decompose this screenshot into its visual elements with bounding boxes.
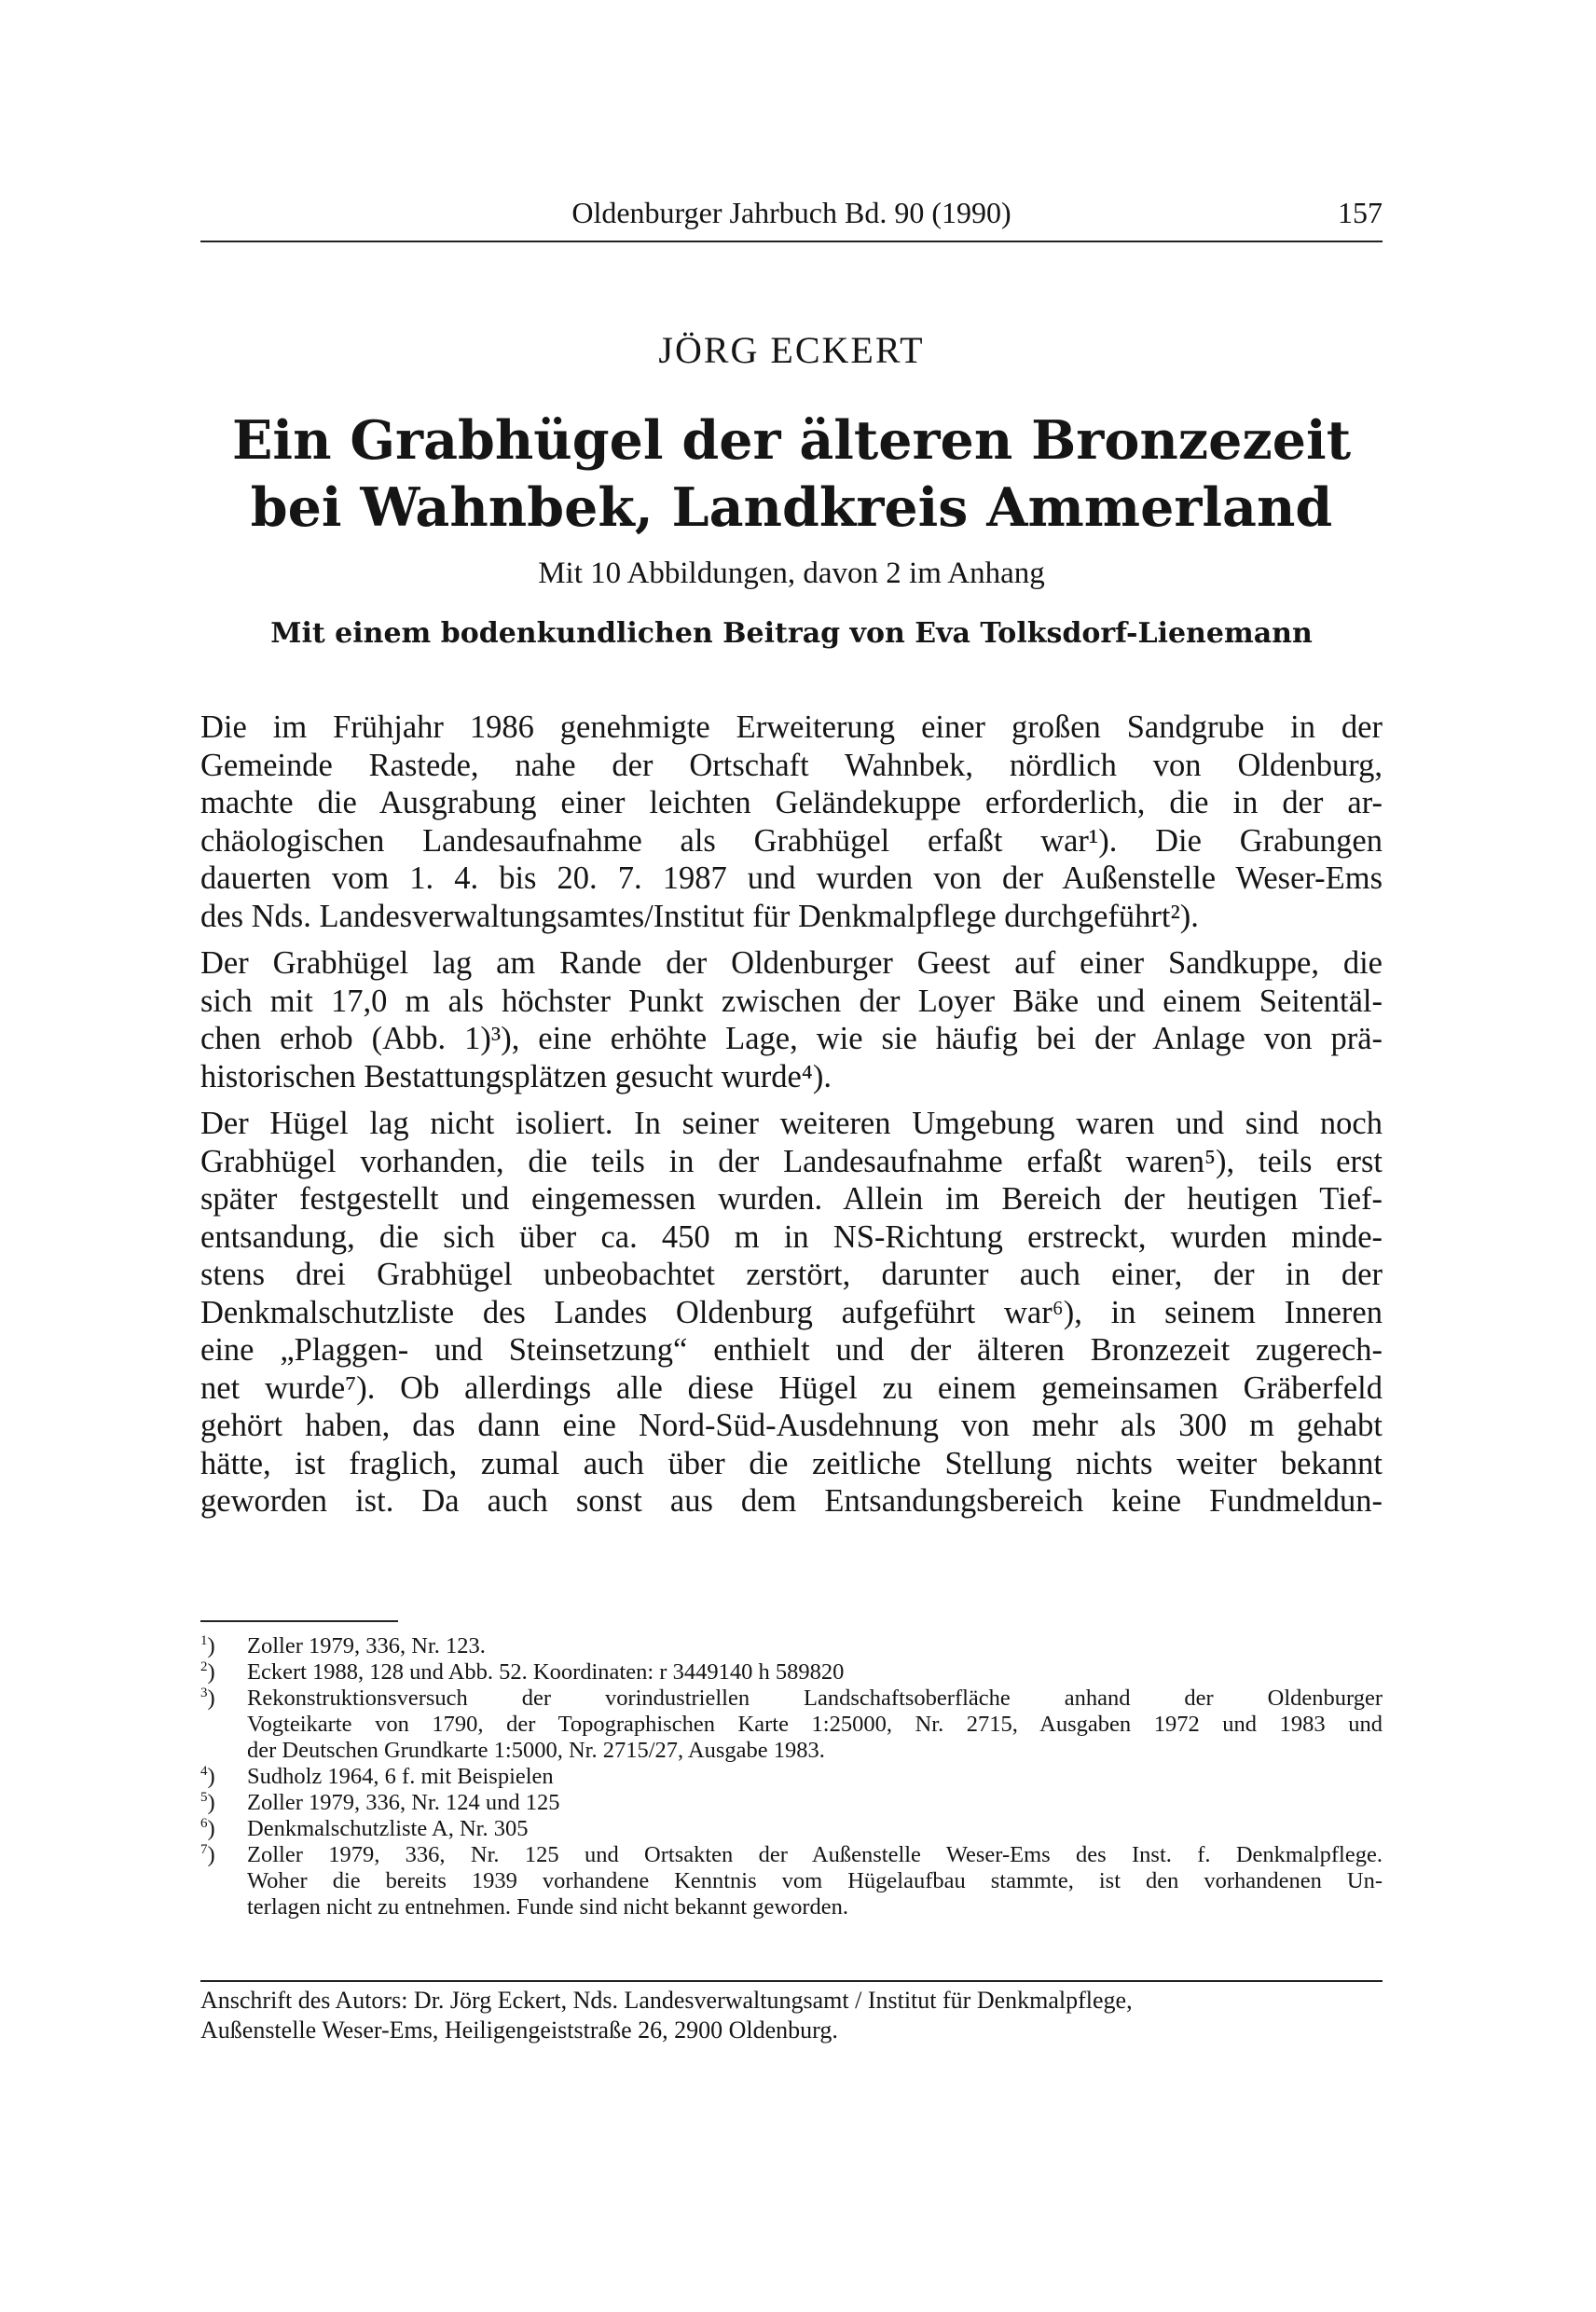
text-line: entsandung, die sich über ca. 450 m in NS-Richtung erstreckt, wurden minde- bbox=[200, 1218, 1383, 1255]
footnote-number: 6 bbox=[200, 1815, 208, 1831]
footnotes bbox=[200, 1633, 1383, 1920]
footnote-separator bbox=[200, 1620, 398, 1622]
text-line: Der Hügel lag nicht isoliert. In seiner weiteren Umgebung waren und sind noch bbox=[200, 1106, 1383, 1141]
footnote-number: 5 bbox=[200, 1789, 208, 1805]
text-line: gehört haben, das dann eine Nord-Süd-Ausdehnung von mehr als 300 m gehabt bbox=[200, 1408, 1383, 1443]
footnote-line: Zoller 1979, 336, Nr. 123. bbox=[247, 1633, 486, 1658]
footnote: $^5$) Zoller 1979, 336, Nr. 124 und 125 bbox=[200, 1790, 1383, 1816]
footnote-line: terlagen nicht zu entnehmen. Funde sind nicht bekannt geworden. bbox=[247, 1894, 848, 1920]
footnote: $^6$) Denkmalschutzliste A, Nr. 305 bbox=[200, 1816, 1383, 1842]
footnote: $^2$) Eckert 1988, 128 und Abb. 52. Koordinaten: r 3449140 h 589820 bbox=[200, 1659, 1383, 1686]
footnote-line: Woher die bereits 1939 vorhandene Kenntnis vom Hügelaufbau stammte, ist den vorhandenen Un- bbox=[247, 1868, 1383, 1893]
footnote-line: Zoller 1979, 336, Nr. 125 und Ortsakten der Außenstelle Weser-Ems des Inst. f. Denkmalpflege. bbox=[247, 1842, 1383, 1867]
article-subtitle: Mit 10 Abbildungen, davon 2 im Anhang bbox=[538, 557, 1045, 590]
text-line: Denkmalschutzliste des Landes Oldenburg aufgeführt war⁶), in seinem Inneren bbox=[200, 1294, 1383, 1330]
text-line: Gemeinde Rastede, nahe der Ortschaft Wahnbek, nördlich von Oldenburg, bbox=[200, 747, 1383, 783]
footnote: $^4$) Sudholz 1964, 6 f. mit Beispielen bbox=[200, 1764, 1383, 1790]
paragraph bbox=[200, 944, 1383, 1095]
author-name: JÖRG ECKERT bbox=[658, 329, 925, 371]
title-line: Ein Grabhügel der älteren Bronzezeit bbox=[231, 409, 1352, 472]
contribution-note: Mit einem bodenkundlichen Beitrag von Eva Tolksdorf-Lienemann bbox=[270, 617, 1313, 650]
footnote-number: 1 bbox=[200, 1632, 208, 1648]
footnote-number: 4 bbox=[200, 1763, 208, 1779]
footnote-line: Rekonstruktionsversuch der vorindustriellen Landschaftsoberfläche anhand der Oldenburger bbox=[247, 1686, 1383, 1711]
footnote: $^1$) Zoller 1979, 336, Nr. 123. bbox=[200, 1633, 1383, 1659]
text-line: sich mit 17,0 m als höchster Punkt zwischen der Loyer Bäke und einem Seitentäl- bbox=[200, 983, 1383, 1019]
text-line: des Nds. Landesverwaltungsamtes/Institut für Denkmalpflege durchgeführt²). bbox=[200, 898, 1199, 934]
footnote-line: der Deutschen Grundkarte 1:5000, Nr. 2715/27, Ausgabe 1983. bbox=[247, 1738, 825, 1763]
address-line: Außenstelle Weser-Ems, Heiligengeiststraße 26, 2900 Oldenburg. bbox=[200, 2016, 838, 2044]
text-line: Grabhügel vorhanden, die teils in der Landesaufnahme erfaßt waren⁵), teils erst bbox=[200, 1143, 1383, 1179]
footnote-line: Eckert 1988, 128 und Abb. 52. Koordinaten: r 3449140 h 589820 bbox=[247, 1659, 845, 1685]
footnote: $^3$) Rekonstruktionsversuch der vorindustriellen Landschaftsoberfläche anhand der Oldenburger Vogteikarte von 1790, der Topographischen Karte 1:25000, Nr. 2715, Ausgaben 1972 und 1983 und der Deutschen Grundkarte 1:5000, Nr. 2715/27, Ausgabe 1983. bbox=[200, 1685, 1383, 1763]
footnote-number: 3 bbox=[200, 1685, 208, 1700]
journal-title: Oldenburger Jahrbuch Bd. 90 (1990) bbox=[571, 196, 1011, 229]
page-number: 157 bbox=[1338, 196, 1383, 229]
article-title bbox=[200, 407, 1383, 542]
footnote-number: 2 bbox=[200, 1658, 208, 1674]
footnote-number: 7 bbox=[200, 1841, 208, 1857]
text-line: Der Grabhügel lag am Rande der Oldenburger Geest auf einer Sandkuppe, die bbox=[200, 945, 1383, 981]
article-body bbox=[200, 709, 1383, 1530]
footnote: $^7$) Zoller 1979, 336, Nr. 125 und Ortsakten der Außenstelle Weser-Ems des Inst. f. Denkmalpflege. Woher die bereits 1939 vorhandene Kenntnis vom Hügelaufbau stammte, ist den vorhandenen Un- terlagen nicht zu entnehmen. Funde sind nicht bekannt geworden. bbox=[200, 1841, 1383, 1920]
title-line: bei Wahnbek, Landkreis Ammerland bbox=[250, 476, 1333, 539]
address-separator bbox=[200, 1980, 1383, 1982]
footnote-line: Sudholz 1964, 6 f. mit Beispielen bbox=[247, 1764, 554, 1789]
text-line: später festgestellt und eingemessen wurden. Allein im Bereich der heutigen Tief- bbox=[200, 1181, 1383, 1217]
text-line: geworden ist. Da auch sonst aus dem Entsandungsbereich keine Fundmeldun- bbox=[200, 1483, 1383, 1519]
author-address bbox=[200, 1986, 1383, 2045]
address-line: Anschrift des Autors: Dr. Jörg Eckert, Nds. Landesverwaltungsamt / Institut für Denkmalpflege, bbox=[200, 1987, 1133, 2014]
footnote-line: Denkmalschutzliste A, Nr. 305 bbox=[247, 1816, 529, 1841]
running-header bbox=[200, 189, 1383, 236]
text-line: machte die Ausgrabung einer leichten Geländekuppe erforderlich, die in der ar- bbox=[200, 785, 1383, 820]
text-line: Die im Frühjahr 1986 genehmigte Erweiterung einer großen Sandgrube in der bbox=[200, 709, 1383, 745]
footnote-line: Zoller 1979, 336, Nr. 124 und 125 bbox=[247, 1790, 560, 1815]
text-line: stens drei Grabhügel unbeobachtet zerstört, darunter auch einer, der in der bbox=[200, 1257, 1383, 1292]
footnote-line: Vogteikarte von 1790, der Topographischen Karte 1:25000, Nr. 2715, Ausgaben 1972 und 1983 und bbox=[247, 1712, 1383, 1737]
text-line: chen erhob (Abb. 1)³), eine erhöhte Lage, wie sie häufig bei der Anlage von prä- bbox=[200, 1021, 1383, 1056]
paragraph bbox=[200, 709, 1383, 935]
text-line: chäologischen Landesaufnahme als Grabhügel erfaßt war¹). Die Grabungen bbox=[200, 822, 1383, 859]
text-line: net wurde⁷). Ob allerdings alle diese Hügel zu einem gemeinsamen Gräberfeld bbox=[200, 1369, 1383, 1406]
header-rule bbox=[200, 241, 1383, 242]
text-line: historischen Bestattungsplätzen gesucht wurde⁴). bbox=[200, 1058, 832, 1094]
text-line: dauerten vom 1. 4. bis 20. 7. 1987 und wurden von der Außenstelle Weser-Ems bbox=[200, 860, 1383, 896]
paragraph bbox=[200, 1105, 1383, 1521]
text-line: eine „Plaggen- und Steinsetzung“ enthielt und der älteren Bronzezeit zugerech- bbox=[200, 1332, 1383, 1368]
text-line: hätte, ist fraglich, zumal auch über die zeitliche Stellung nichts weiter bekannt bbox=[200, 1445, 1383, 1481]
